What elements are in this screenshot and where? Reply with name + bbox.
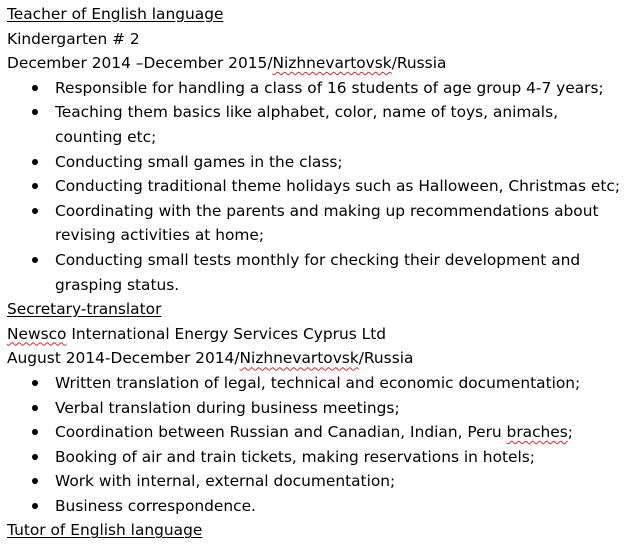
list-item: Responsible for handling a class of 16 students of age group 4-7 years;	[7, 76, 624, 101]
job-title-text: Teacher of English language	[7, 5, 224, 23]
bullet-icon	[32, 183, 38, 189]
duties-list	[7, 76, 624, 297]
list-item: Work with internal, external documentation;	[7, 469, 624, 494]
job-title	[7, 518, 624, 543]
bullet-icon	[32, 503, 38, 509]
job-title	[7, 297, 624, 322]
employment-period: December 2014 –December 2015/Nizhnevartovsk/Russia	[7, 54, 447, 73]
list-item: Written translation of legal, technical and economic documentation;	[7, 371, 624, 396]
list-item: Business correspondence.	[7, 494, 624, 519]
job-title-text: Secretary-translator	[7, 300, 162, 319]
bullet-icon	[32, 380, 38, 386]
employer: Kindergarten # 2	[7, 29, 140, 48]
spellcheck-word: braches	[506, 423, 568, 442]
bullet-icon	[32, 429, 38, 435]
resume-document	[7, 2, 624, 543]
bullet-icon	[32, 478, 38, 484]
bullet-icon	[32, 454, 38, 460]
employment-period: August 2014-December 2014/Nizhnevartovsk/Russia	[7, 349, 414, 368]
bullet-icon	[32, 257, 38, 263]
duties-list	[7, 371, 624, 519]
spellcheck-word: Nizhnevartovsk	[239, 349, 359, 368]
spellcheck-word: Newsco	[7, 324, 67, 343]
list-item: Teaching them basics like alphabet, color, name of toys, animals, counting etc;	[7, 100, 624, 149]
list-item: Conducting small games in the class;	[7, 150, 624, 175]
list-item: Coordination between Russian and Canadian, Indian, Peru braches;	[7, 420, 624, 445]
list-item: Booking of air and train tickets, making reservations in hotels;	[7, 445, 624, 470]
bullet-icon	[32, 208, 38, 214]
spellcheck-word: Nizhnevartovsk	[272, 54, 392, 73]
employer: Newsco International Energy Services Cyprus Ltd	[7, 324, 387, 343]
bullet-icon	[32, 85, 38, 91]
list-item: Conducting traditional theme holidays such as Halloween, Christmas etc;	[7, 174, 624, 199]
bullet-icon	[32, 159, 38, 165]
list-item: Verbal translation during business meetings;	[7, 396, 624, 421]
bullet-icon	[32, 109, 38, 115]
job-title-text: Tutor of English language	[7, 521, 203, 540]
list-item: Conducting small tests monthly for checking their development and grasping status.	[7, 248, 624, 297]
bullet-icon	[32, 405, 38, 411]
list-item: Coordinating with the parents and making up recommendations about revising activities at home;	[7, 199, 624, 248]
job-title	[7, 2, 624, 27]
